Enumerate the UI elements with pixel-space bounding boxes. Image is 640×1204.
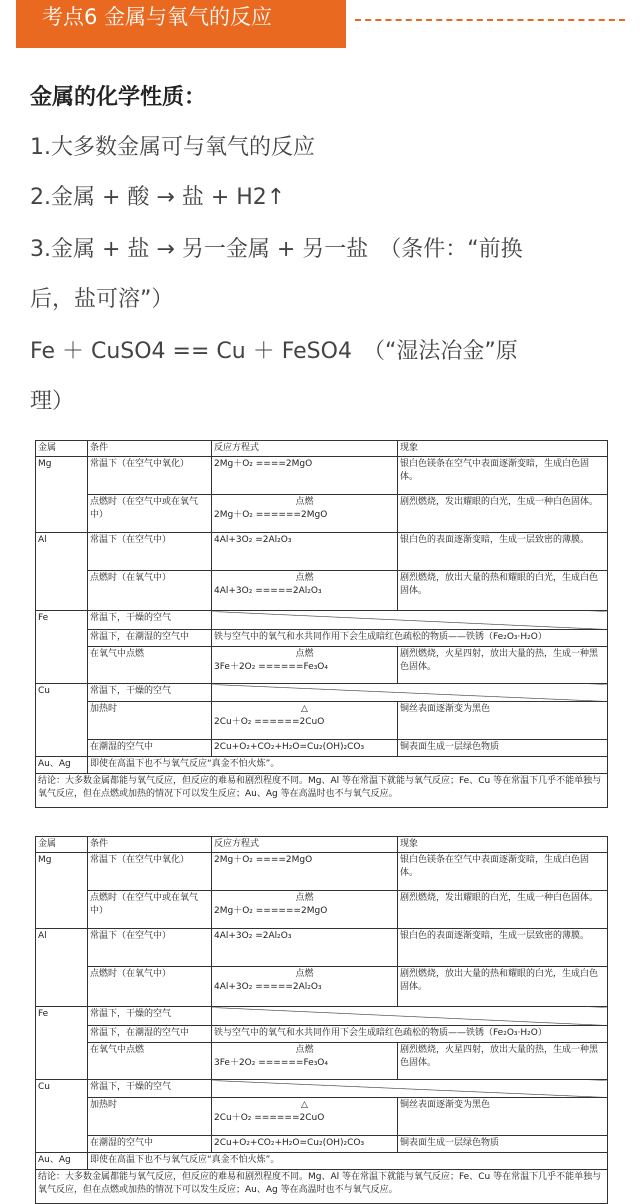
gold-note-cell: 即使在高温下也不与氧气反应“真金不怕火炼”。: [88, 1153, 608, 1170]
reaction-table-duplicate: [35, 836, 608, 1204]
header-phenomenon: 现象: [398, 837, 608, 853]
empty-crossed-cell: [212, 1007, 608, 1026]
equation-cell: 2Cu+O₂+CO₂+H₂O=Cu₂(OH)₂CO₃: [212, 1136, 398, 1153]
phenomenon-cell: 剧烈燃烧，放出大量的热和耀眼的白光，生成白色固体。: [398, 571, 608, 611]
phenomenon-cell: 剧烈燃烧，发出耀眼的白光，生成一种白色固体。: [398, 495, 608, 533]
section-tag: 考点6 金属与氧气的反应: [16, 0, 346, 48]
text-line-6: 理）: [30, 389, 75, 414]
equation-cell: 点燃 2Mg＋O₂ ======2MgO: [212, 495, 398, 533]
text-line-4: 后，盐可溶”）: [30, 287, 174, 312]
condition-cell: 常温下，干燥的空气: [88, 1080, 212, 1098]
equation-cell: 点燃 4Al+3O₂ =====2Al₂O₃: [212, 967, 398, 1007]
metal-cell: Cu: [36, 684, 88, 757]
phenomenon-cell: 铜丝表面逐渐变为黑色: [398, 1098, 608, 1136]
condition-cell: 在氧气中点燃: [88, 1043, 212, 1080]
header-metal: 金属: [36, 441, 88, 457]
phenomenon-cell: 剧烈燃烧，发出耀眼的白光，生成一种白色固体。: [398, 891, 608, 929]
metal-cell: Fe: [36, 1007, 88, 1080]
metal-cell: Cu: [36, 1080, 88, 1153]
equation-cell: 4Al+3O₂ =2Al₂O₃: [212, 929, 398, 967]
text-line-2: 2.金属 + 酸 → 盐 + H2↑: [30, 185, 286, 210]
equation-cell: 2Mg＋O₂ ====2MgO: [212, 457, 398, 495]
metal-cell: Fe: [36, 611, 88, 684]
section-header: [0, 0, 640, 48]
conclusion-cell: 结论：大多数金属都能与氧气反应，但反应的难易和剧烈程度不同。Mg、Al 等在常温下就能与氧气反应；Fe、Cu 等在常温下几乎不能单独与氧气反应，但在点燃或加热的情况下可以发生反应；Au、Ag 等在高温时也不与氧气反应。: [36, 774, 608, 808]
reaction-table: [35, 440, 608, 808]
condition-cell: 点燃时（在空气中或在氧气中）: [88, 891, 212, 929]
metal-cell: Al: [36, 929, 88, 1007]
phenomenon-cell: 银白色镁条在空气中表面逐渐变暗，生成白色固体。: [398, 457, 608, 495]
condition-cell: 在潮湿的空气中: [88, 740, 212, 757]
text-line-3: 3.金属 + 盐 → 另一金属 + 另一盐 （条件：“前换: [30, 237, 523, 262]
condition-cell: 在氧气中点燃: [88, 647, 212, 684]
condition-cell: 常温下，干燥的空气: [88, 611, 212, 630]
phenomenon-cell: 铜表面生成一层绿色物质: [398, 1136, 608, 1153]
condition-cell: 点燃时（在氧气中）: [88, 967, 212, 1007]
rust-description-cell: 铁与空气中的氧气和水共同作用下会生成暗红色疏松的物质——铁锈（Fe₂O₃·H₂O）: [212, 1026, 608, 1043]
gold-note-cell: 即使在高温下也不与氧气反应“真金不怕火炼”。: [88, 757, 608, 774]
equation-cell: 点燃 2Mg＋O₂ ======2MgO: [212, 891, 398, 929]
equation-cell: 点燃 4Al+3O₂ =====2Al₂O₃: [212, 571, 398, 611]
condition-cell: 常温下（在空气中氧化）: [88, 457, 212, 495]
phenomenon-cell: 剧烈燃烧，放出大量的热和耀眼的白光，生成白色固体。: [398, 967, 608, 1007]
phenomenon-cell: 剧烈燃烧，火星四射，放出大量的热，生成一种黑色固体。: [398, 647, 608, 684]
phenomenon-cell: 银白色的表面逐渐变暗，生成一层致密的薄膜。: [398, 929, 608, 967]
rust-description-cell: 铁与空气中的氧气和水共同作用下会生成暗红色疏松的物质——铁锈（Fe₂O₃·H₂O）: [212, 630, 608, 647]
equation-cell: 2Mg＋O₂ ====2MgO: [212, 853, 398, 891]
condition-cell: 常温下，干燥的空气: [88, 1007, 212, 1026]
condition-cell: 加热时: [88, 1098, 212, 1136]
text-line-5: Fe ＋ CuSO4 == Cu ＋ FeSO4 （“湿法冶金”原: [30, 339, 518, 364]
phenomenon-cell: 银白色镁条在空气中表面逐渐变暗，生成白色固体。: [398, 853, 608, 891]
equation-cell: 点燃 3Fe＋2O₂ ======Fe₃O₄: [212, 1043, 398, 1080]
condition-cell: 常温下，在潮湿的空气中: [88, 630, 212, 647]
header-metal: 金属: [36, 837, 88, 853]
subtitle: 金属的化学性质：: [30, 85, 207, 110]
header-condition: 条件: [88, 441, 212, 457]
condition-cell: 常温下（在空气中氧化）: [88, 853, 212, 891]
equation-cell: 4Al+3O₂ =2Al₂O₃: [212, 533, 398, 571]
empty-crossed-cell: [212, 1080, 608, 1098]
header-condition: 条件: [88, 837, 212, 853]
header-equation: 反应方程式: [212, 837, 398, 853]
phenomenon-cell: 铜丝表面逐渐变为黑色: [398, 702, 608, 740]
conclusion-cell: 结论：大多数金属都能与氧气反应，但反应的难易和剧烈程度不同。Mg、Al 等在常温下就能与氧气反应；Fe、Cu 等在常温下几乎不能单独与氧气反应，但在点燃或加热的情况下可以发生反应；Au、Ag 等在高温时也不与氧气反应。: [36, 1170, 608, 1204]
text-line-1: 1.大多数金属可与氧气的反应: [30, 135, 315, 160]
phenomenon-cell: 银白色的表面逐渐变暗，生成一层致密的薄膜。: [398, 533, 608, 571]
equation-cell: △ 2Cu＋O₂ ======2CuO: [212, 702, 398, 740]
condition-cell: 常温下，干燥的空气: [88, 684, 212, 702]
metal-cell: Au、Ag: [36, 1153, 88, 1170]
header-equation: 反应方程式: [212, 441, 398, 457]
dashed-divider: [355, 19, 625, 21]
metal-cell: Au、Ag: [36, 757, 88, 774]
metal-cell: Mg: [36, 853, 88, 929]
condition-cell: 点燃时（在氧气中）: [88, 571, 212, 611]
empty-crossed-cell: [212, 611, 608, 630]
condition-cell: 点燃时（在空气中或在氧气中）: [88, 495, 212, 533]
condition-cell: 在潮湿的空气中: [88, 1136, 212, 1153]
phenomenon-cell: 铜表面生成一层绿色物质: [398, 740, 608, 757]
header-phenomenon: 现象: [398, 441, 608, 457]
equation-cell: 2Cu+O₂+CO₂+H₂O=Cu₂(OH)₂CO₃: [212, 740, 398, 757]
equation-cell: 点燃 3Fe＋2O₂ ======Fe₃O₄: [212, 647, 398, 684]
condition-cell: 常温下（在空气中）: [88, 929, 212, 967]
condition-cell: 加热时: [88, 702, 212, 740]
condition-cell: 常温下（在空气中）: [88, 533, 212, 571]
phenomenon-cell: 剧烈燃烧，火星四射，放出大量的热，生成一种黑色固体。: [398, 1043, 608, 1080]
metal-cell: Mg: [36, 457, 88, 533]
equation-cell: △ 2Cu＋O₂ ======2CuO: [212, 1098, 398, 1136]
metal-cell: Al: [36, 533, 88, 611]
condition-cell: 常温下，在潮湿的空气中: [88, 1026, 212, 1043]
empty-crossed-cell: [212, 684, 608, 702]
